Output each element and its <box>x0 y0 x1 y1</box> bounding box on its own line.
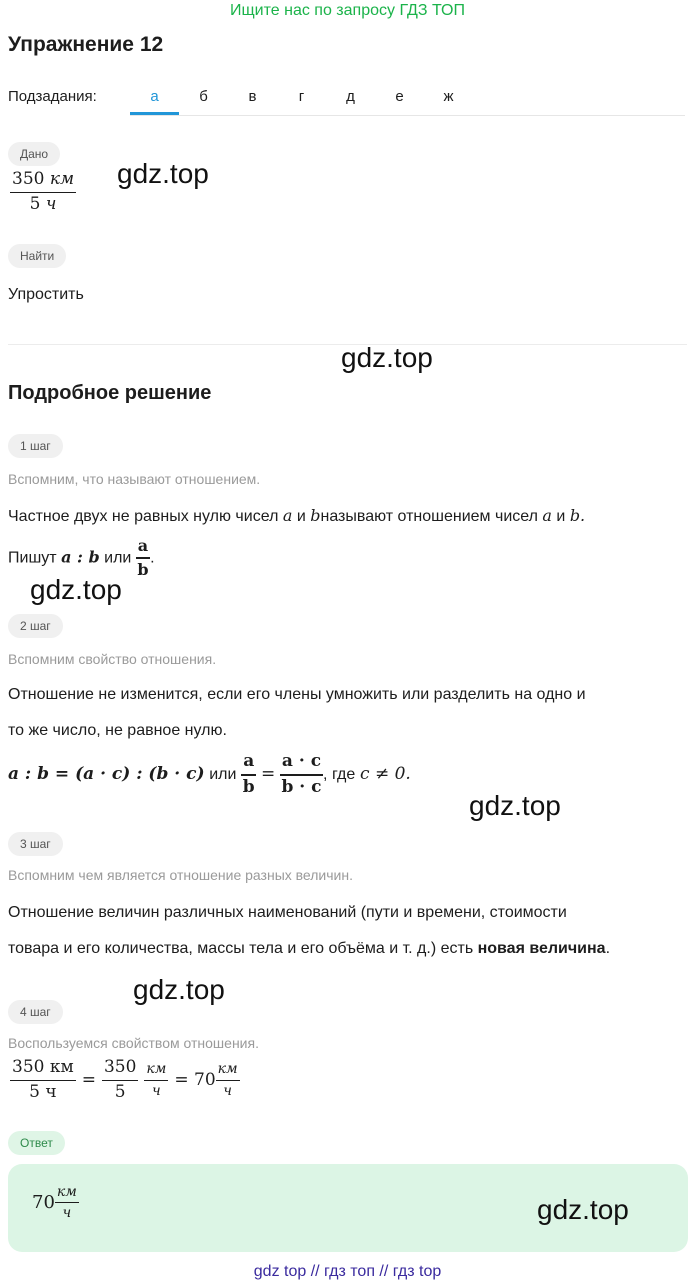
property-expr: a : b = (a · c) : (b · c) <box>8 764 205 785</box>
step-2-line2: то же число, не равное нулю. <box>8 722 227 739</box>
text-span: , где <box>323 766 356 784</box>
ratio-fraction <box>136 537 150 580</box>
tab-d[interactable]: д <box>346 88 355 105</box>
condition: c ≠ 0. <box>360 764 411 785</box>
step-4-calc <box>10 1058 240 1102</box>
equals-sign: = <box>260 764 276 785</box>
text-span: . <box>605 940 611 957</box>
frac-num: 350 км <box>10 1058 76 1081</box>
frac-den: 5 ч <box>29 1081 57 1102</box>
watermark: gdz.top <box>133 974 225 1005</box>
text-span: или <box>104 549 132 567</box>
tab-v[interactable]: в <box>248 88 257 105</box>
var-a: a <box>282 506 293 525</box>
result-value: = 70 <box>174 1070 216 1091</box>
answer-number: 70 <box>32 1192 55 1214</box>
tab-a[interactable]: а <box>130 80 179 115</box>
frac-den: b · c <box>281 776 322 797</box>
var-b: b <box>310 506 321 525</box>
step-4-badge: 4 шаг <box>8 1000 63 1024</box>
watermark: gdz.top <box>341 342 433 373</box>
subtasks-label: Подзадания: <box>8 88 97 105</box>
frac-num: 350 <box>102 1058 138 1081</box>
bold-term: новая величина <box>477 940 606 957</box>
watermark: gdz.top <box>117 158 209 189</box>
find-badge: Найти <box>8 244 66 268</box>
solution-title: Подробное решение <box>8 382 212 404</box>
fraction-ab <box>241 752 256 797</box>
step-3-line2 <box>8 940 610 958</box>
step-2-hint: Вспомним свойство отношения. <box>8 651 217 667</box>
calc-fraction-2 <box>102 1058 138 1102</box>
text-span: Частное двух не равных нулю чисел <box>8 508 279 525</box>
page-title: Упражнение 12 <box>8 33 164 56</box>
given-num: 350 <box>12 169 45 189</box>
tab-e[interactable]: е <box>395 88 404 105</box>
step-1-text <box>8 506 585 526</box>
footer-links[interactable]: gdz top // гдз топ // гдз top <box>253 1263 442 1280</box>
given-badge: Дано <box>8 142 60 166</box>
text-span: называют отношением чисел <box>320 508 538 525</box>
var-b: b. <box>569 506 586 525</box>
step-2-badge: 2 шаг <box>8 614 63 638</box>
var-a: a <box>542 506 552 525</box>
frac-num: a · c <box>280 752 323 776</box>
step-1-hint: Вспомним, что называют отношением. <box>8 471 261 487</box>
frac-num: a <box>136 537 150 559</box>
tab-b[interactable]: б <box>199 88 208 105</box>
answer-unit <box>55 1184 79 1221</box>
ratio-expr: a : b <box>61 547 100 567</box>
frac-den: b <box>242 776 255 797</box>
text-span: товара и его количества, массы тела и его объёма и т. д.) есть <box>8 940 474 957</box>
step-1-badge: 1 шаг <box>8 434 63 458</box>
step-4-hint: Воспользуемся свойством отношения. <box>8 1035 259 1051</box>
given-den: 5 <box>29 193 41 214</box>
answer-value <box>32 1184 79 1221</box>
frac-den: 5 <box>114 1081 126 1102</box>
frac-num: км <box>216 1061 240 1080</box>
frac-num: км <box>55 1184 79 1203</box>
given-fraction <box>10 170 76 214</box>
frac-num: a <box>241 752 256 776</box>
tab-g[interactable]: г <box>298 88 305 105</box>
given-den-unit: ч <box>45 193 57 214</box>
tabs-divider <box>130 115 685 116</box>
promo-banner[interactable]: Ищите нас по запросу ГДЗ ТОП <box>230 2 465 19</box>
step-3-badge: 3 шаг <box>8 832 63 856</box>
fraction-acbc <box>280 752 323 797</box>
step-2-line1: Отношение не изменится, если его члены умножить или разделить на одно и <box>8 686 586 703</box>
text-span: Пишут <box>8 549 57 567</box>
text-span: . <box>150 549 155 567</box>
watermark: gdz.top <box>30 574 122 605</box>
text-span: или <box>209 766 237 784</box>
calc-unit-1 <box>144 1061 168 1098</box>
text-span: и <box>556 508 566 525</box>
subtask-tabs <box>130 80 473 115</box>
answer-badge: Ответ <box>8 1131 65 1155</box>
watermark: gdz.top <box>537 1194 629 1225</box>
find-text: Упростить <box>8 286 84 303</box>
frac-den: ч <box>152 1082 161 1099</box>
frac-den: ч <box>62 1205 72 1222</box>
tab-zh[interactable]: ж <box>443 88 454 105</box>
calc-unit-2 <box>216 1061 240 1098</box>
equals-sign: = <box>81 1070 96 1091</box>
frac-num: км <box>144 1061 168 1080</box>
frac-den: ч <box>223 1082 232 1099</box>
step-3-hint: Вспомним чем является отношение разных величин. <box>8 867 353 883</box>
watermark: gdz.top <box>469 790 561 821</box>
calc-fraction-1 <box>10 1058 76 1102</box>
frac-den: b <box>137 560 149 580</box>
step-3-line1: Отношение величин различных наименований (пути и времени, стоимости <box>8 904 567 921</box>
given-num-unit: км <box>49 169 75 189</box>
text-span: и <box>296 508 306 525</box>
step-2-formula <box>8 752 411 797</box>
